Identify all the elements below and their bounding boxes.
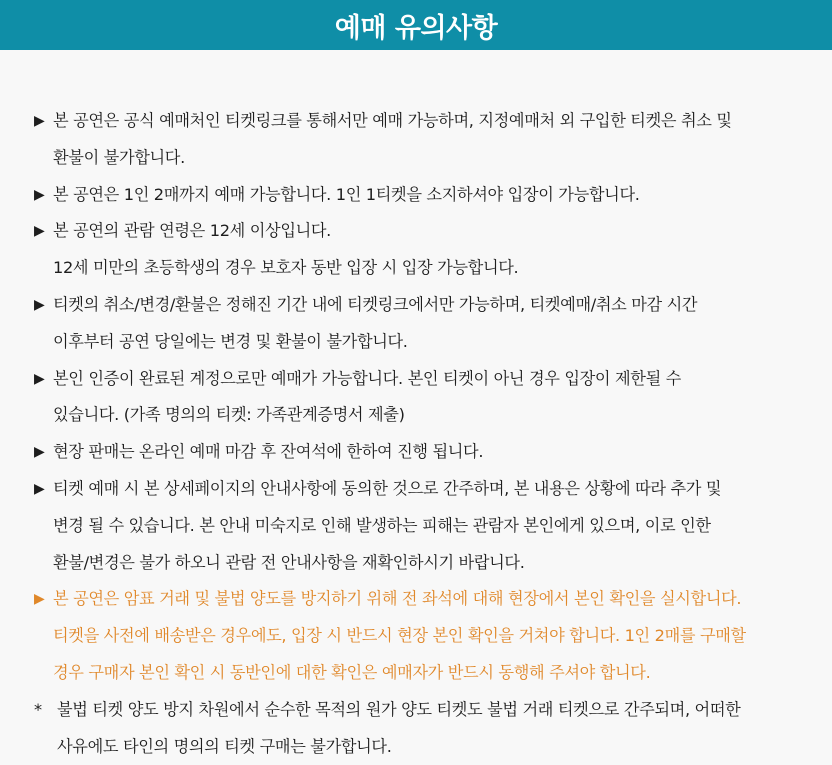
triangle-bullet-icon: ▶ — [34, 223, 45, 240]
notice-line: 이후부터 공연 당일에는 변경 및 환불이 불가합니다. — [53, 331, 408, 351]
notice-item-footnote — [34, 692, 824, 765]
notice-line: 본 공연은 공식 예매처인 티켓링크를 통해서만 예매 가능하며, 지정예매처 외 구입한 티켓은 취소 및 — [53, 111, 732, 130]
notice-header — [0, 0, 832, 50]
notice-line: 환불/변경은 불가 하오니 관람 전 안내사항을 재확인하시기 바랍니다. — [53, 552, 525, 572]
page-title: 예매 유의사항 — [334, 12, 498, 44]
notice-item — [34, 471, 824, 581]
notice-line: 12세 미만의 초등학생의 경우 보호자 동반 입장 시 입장 가능합니다. — [53, 258, 519, 278]
notice-line: 티켓의 취소/변경/환불은 정해진 기간 내에 티켓링크에서만 가능하며, 티켓예매/취소 마감 시간 — [53, 294, 698, 314]
triangle-bullet-icon: ▶ — [34, 444, 45, 461]
triangle-bullet-icon: ▶ — [34, 370, 45, 387]
notice-item-highlighted — [34, 581, 824, 691]
notice-line: 본인 인증이 완료된 계정으로만 예매가 가능합니다. 본인 티켓이 아닌 경우 입장이 제한될 수 — [53, 368, 681, 388]
notice-item — [34, 213, 824, 287]
triangle-bullet-icon: ▶ — [34, 296, 45, 313]
notice-line: 티켓을 사전에 배송받은 경우에도, 입장 시 반드시 현장 본인 확인을 거쳐야 합니다. 1인 2매를 구매할 — [53, 626, 746, 646]
notice-line: 본 공연은 암표 거래 및 불법 양도를 방지하기 위해 전 좌석에 대해 현장에서 본인 확인을 실시합니다. — [53, 589, 742, 609]
notice-item — [34, 361, 824, 435]
notice-item — [34, 103, 824, 177]
notice-line: 현장 판매는 온라인 예매 마감 후 잔여석에 한하여 진행 됩니다. — [53, 442, 484, 462]
notice-line: 본 공연의 관람 연령은 12세 이상입니다. — [53, 221, 331, 241]
notice-line: 변경 될 수 있습니다. 본 안내 미숙지로 인해 발생하는 피해는 관람자 본인에게 있으며, 이로 인한 — [53, 515, 711, 535]
asterisk-icon: * — [34, 699, 42, 719]
notice-item — [34, 177, 824, 214]
notice-item — [34, 287, 824, 361]
triangle-bullet-icon: ▶ — [34, 591, 45, 608]
notice-list — [34, 103, 824, 765]
triangle-bullet-icon: ▶ — [34, 186, 45, 203]
notice-line: 본 공연은 1인 2매까지 예매 가능합니다. 1인 1티켓을 소지하셔야 입장이 가능합니다. — [53, 184, 640, 204]
notice-line: 환불이 불가합니다. — [53, 147, 185, 167]
notice-line: 불법 티켓 양도 방지 차원에서 순수한 목적의 원가 양도 티켓도 불법 거래 티켓으로 간주되며, 어떠한 — [57, 699, 741, 719]
notice-line: 사유에도 타인의 명의의 티켓 구매는 불가합니다. — [57, 736, 392, 756]
triangle-bullet-icon: ▶ — [34, 480, 45, 497]
notice-line: 경우 구매자 본인 확인 시 동반인에 대한 확인은 예매자가 반드시 동행해 주셔야 합니다. — [53, 662, 651, 682]
notice-item — [34, 434, 824, 471]
notice-line: 티켓 예매 시 본 상세페이지의 안내사항에 동의한 것으로 간주하며, 본 내용은 상황에 따라 추가 및 — [53, 478, 722, 498]
triangle-bullet-icon: ▶ — [34, 113, 45, 129]
notice-line: 있습니다. (가족 명의의 티켓: 가족관계증명서 제출) — [53, 405, 405, 425]
